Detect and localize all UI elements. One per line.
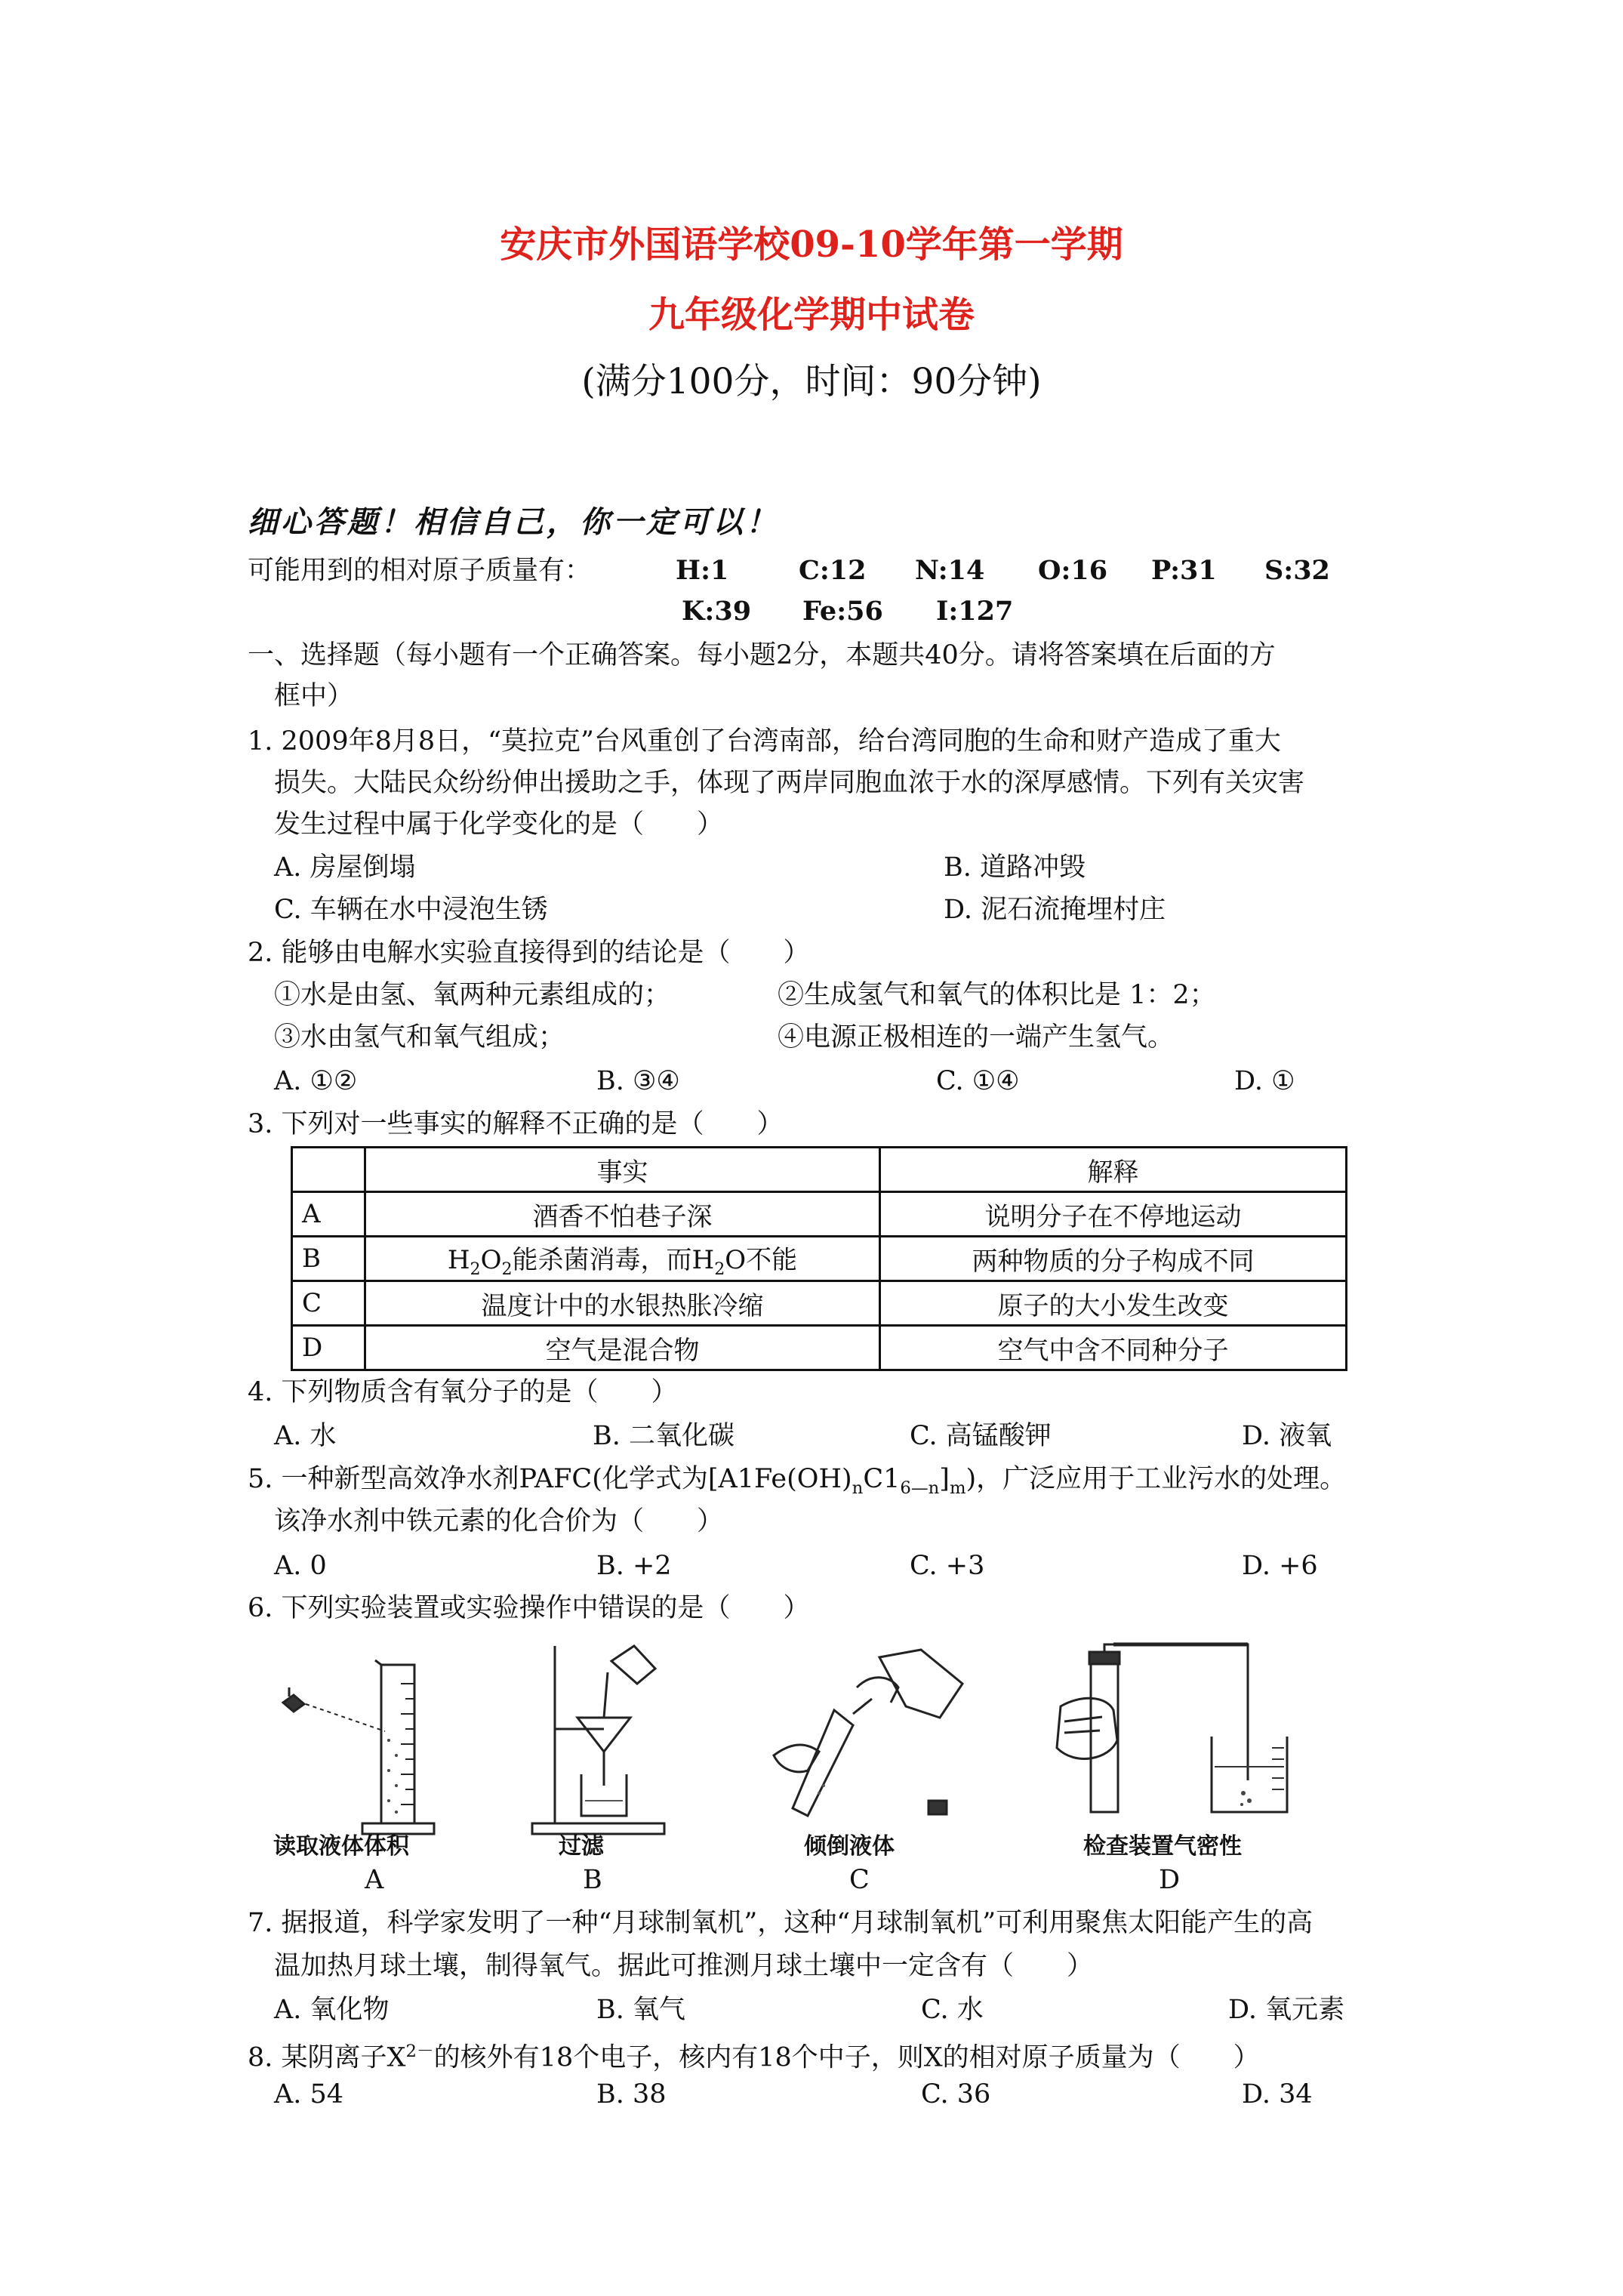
header-fact: 事实 xyxy=(365,1148,880,1192)
q5-stem: 5. 一种新型高效净水剂PAFC(化学式为$[A1Fe(OH)_nC1_{6—n}]_m$)，广泛应用于工业污水的处理。 xyxy=(248,1464,1347,1498)
q2-statement-1: ①水是由氢、氧两种元素组成的； xyxy=(274,980,671,1010)
mass-o: O:16 xyxy=(1038,555,1108,586)
pouring-liquid-figure xyxy=(766,1642,970,1823)
figure-label-c: C xyxy=(849,1865,870,1895)
table-row xyxy=(292,1326,1347,1370)
row-fact: $H_2O_2$能杀菌消毒，而$H_2O$不能 xyxy=(365,1237,880,1281)
q2-option-c: C. ①④ xyxy=(936,1066,1020,1096)
q6-stem: 6. 下列实验装置或实验操作中错误的是（ ） xyxy=(248,1593,810,1623)
q5-option-d: D. +6 xyxy=(1242,1551,1318,1581)
mass-fe: Fe:56 xyxy=(802,596,883,627)
figure-label-b: B xyxy=(583,1865,602,1895)
caption-b: 过滤 xyxy=(559,1833,604,1860)
page-title-line1: 安庆市外国语学校09-10学年第一学期 xyxy=(500,223,1123,266)
caption-c: 倾倒液体 xyxy=(804,1833,895,1860)
q7-option-d: D. 氧元素 xyxy=(1228,1995,1345,2025)
filtration-figure xyxy=(521,1638,672,1850)
q1-option-d: D. 泥石流掩埋村庄 xyxy=(944,895,1166,925)
mass-n: N:14 xyxy=(915,555,985,586)
row-key: D xyxy=(292,1326,365,1370)
table-row xyxy=(292,1281,1347,1326)
table-row xyxy=(292,1237,1347,1281)
q5-option-c: C. +3 xyxy=(910,1551,985,1581)
q5-option-a: A. 0 xyxy=(274,1551,327,1581)
figure-label-a: A xyxy=(365,1865,384,1895)
row-key: A xyxy=(292,1192,365,1237)
section1-line1: 一、选择题（每小题有一个正确答案。每小题2分，本题共40分。请将答案填在后面的方 xyxy=(248,640,1276,670)
airtightness-check-figure xyxy=(1046,1638,1302,1835)
table-row xyxy=(292,1192,1347,1237)
q2-statement-2: ②生成氢气和氧气的体积比是 1：2； xyxy=(778,980,1216,1010)
q4-option-b: B. 二氧化碳 xyxy=(593,1421,735,1451)
row-explanation: 两种物质的分子构成不同 xyxy=(880,1237,1347,1281)
slogan: 细心答题！相信自己，你一定可以！ xyxy=(248,504,779,540)
q2-option-d: D. ① xyxy=(1234,1066,1295,1096)
row-explanation: 空气中含不同种分子 xyxy=(880,1326,1347,1370)
q4-option-d: D. 液氧 xyxy=(1242,1421,1332,1451)
q2-option-a: A. ①② xyxy=(274,1066,358,1096)
q1-line3: 发生过程中属于化学变化的是（ ） xyxy=(274,809,724,840)
row-explanation: 原子的大小发生改变 xyxy=(880,1281,1347,1326)
q8-option-a: A. 54 xyxy=(274,2079,344,2110)
caption-a: 读取液体体积 xyxy=(273,1833,409,1860)
q8-option-b: B. 38 xyxy=(596,2079,667,2110)
q7-line2: 温加热月球土壤，制得氧气。据此可推测月球土壤中一定含有（ ） xyxy=(274,1951,1094,1981)
q4-option-a: A. 水 xyxy=(274,1421,337,1451)
page-subtitle: (满分100分，时间：90分钟) xyxy=(581,361,1042,402)
q2-stem: 2. 能够由电解水实验直接得到的结论是（ ） xyxy=(248,938,810,968)
mass-s: S:32 xyxy=(1264,555,1330,586)
q2-statement-3: ③水由氢气和氧气组成； xyxy=(274,1022,565,1052)
q8-stem: 8. 某阴离子$X^{2-}$的核外有18个电子，核内有18个中子，则X的相对原子质量为（ ） xyxy=(248,2042,1260,2073)
q7-option-c: C. 水 xyxy=(921,1995,984,2025)
q1-line2: 损失。大陆民众纷纷伸出援助之手，体现了两岸同胞血浓于水的深厚感情。下列有关灾害 xyxy=(274,768,1305,798)
mass-i: I:127 xyxy=(936,596,1014,627)
q8-option-c: C. 36 xyxy=(921,2079,991,2110)
row-fact: 温度计中的水银热胀冷缩 xyxy=(365,1281,880,1326)
row-fact: 空气是混合物 xyxy=(365,1326,880,1370)
q1-option-c: C. 车辆在水中浸泡生锈 xyxy=(274,895,548,925)
section1-line2: 框中） xyxy=(274,681,354,711)
mass-p: P:31 xyxy=(1151,555,1217,586)
mass-c: C:12 xyxy=(799,555,867,586)
q2-statement-4: ④电源正极相连的一端产生氢气。 xyxy=(778,1022,1175,1052)
caption-d: 检查装置气密性 xyxy=(1083,1833,1242,1860)
atomic-mass-label: 可能用到的相对原子质量有： xyxy=(248,556,592,586)
q7-line1: 7. 据报道，科学家发明了一种“月球制氧机”，这种“月球制氧机”可利用聚焦太阳能产生的高 xyxy=(248,1908,1313,1938)
q4-option-c: C. 高锰酸钾 xyxy=(910,1421,1052,1451)
row-key: C xyxy=(292,1281,365,1326)
header-key xyxy=(292,1148,365,1192)
q5-option-b: B. +2 xyxy=(596,1551,672,1581)
q3-stem: 3. 下列对一些事实的解释不正确的是（ ） xyxy=(248,1109,784,1139)
row-key: B xyxy=(292,1237,365,1281)
q1-option-a: A. 房屋倒塌 xyxy=(274,852,416,883)
figure-label-d: D xyxy=(1159,1865,1181,1895)
q7-option-a: A. 氧化物 xyxy=(274,1995,390,2025)
q1-option-b: B. 道路冲毁 xyxy=(944,852,1086,883)
q7-option-b: B. 氧气 xyxy=(596,1995,685,2025)
row-explanation: 说明分子在不停地运动 xyxy=(880,1192,1347,1237)
q5-line2: 该净水剂中铁元素的化合价为（ ） xyxy=(274,1506,724,1536)
page-title-line2: 九年级化学期中试卷 xyxy=(648,294,975,336)
q2-option-b: B. ③④ xyxy=(596,1066,680,1096)
q8-option-d: D. 34 xyxy=(1242,2079,1313,2110)
header-explanation: 解释 xyxy=(880,1148,1347,1192)
mass-h: H:1 xyxy=(676,555,729,586)
q4-stem: 4. 下列物质含有氧分子的是（ ） xyxy=(248,1377,678,1407)
mass-k: K:39 xyxy=(682,596,752,627)
q3-table xyxy=(291,1146,1347,1371)
graduated-cylinder-figure xyxy=(268,1650,472,1846)
q1-line1: 1. 2009年8月8日，“莫拉克”台风重创了台湾南部，给台湾同胞的生命和财产造成了重大 xyxy=(248,726,1281,757)
row-fact: 酒香不怕巷子深 xyxy=(365,1192,880,1237)
table-header-row xyxy=(292,1148,1347,1192)
